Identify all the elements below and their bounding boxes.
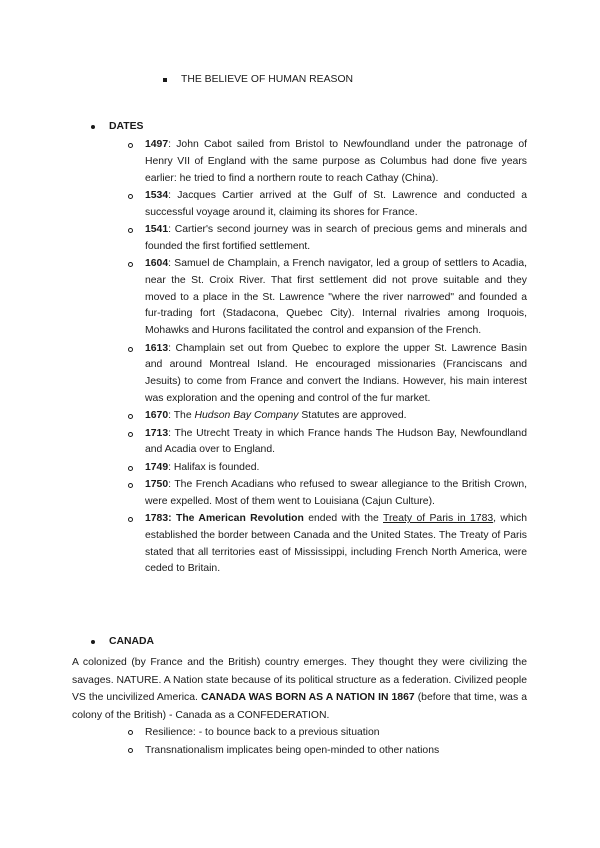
date-year: 1534 xyxy=(145,189,169,201)
date-item-1604 xyxy=(128,256,527,340)
canada-heading xyxy=(91,636,154,647)
dates-heading-text: DATES xyxy=(109,121,144,132)
canada-paragraph xyxy=(72,654,527,724)
canada-sub-list xyxy=(128,724,527,759)
company-name: Hudson Bay Company xyxy=(194,410,299,422)
hollow-bullet-icon xyxy=(128,143,133,148)
dates-list xyxy=(128,137,527,579)
date-text: : The xyxy=(168,410,195,422)
top-bullet-text: THE BELIEVE OF HUMAN REASON xyxy=(181,74,354,85)
hollow-bullet-icon xyxy=(128,517,133,522)
date-text: : Halifax is founded. xyxy=(168,461,260,473)
hollow-bullet-icon xyxy=(128,466,133,471)
date-year: 1670 xyxy=(145,410,169,422)
date-year: 1749 xyxy=(145,461,169,473)
hollow-bullet-icon xyxy=(128,347,133,352)
date-text: : The French Acadians who refused to swear allegiance to the British Crown, were expelled. Most of them went to Louisiana (Cajun Culture). xyxy=(145,478,527,507)
sub-item-transnationalism xyxy=(128,742,527,760)
hollow-bullet-icon xyxy=(128,414,133,419)
canada-text-bold: CANADA WAS BORN AS A NATION IN 1867 xyxy=(200,692,415,704)
date-item-1613 xyxy=(128,341,527,408)
top-bullet-item xyxy=(163,74,353,85)
date-item-1497 xyxy=(128,137,527,187)
date-year: 1604 xyxy=(145,258,169,270)
square-bullet-icon xyxy=(163,78,167,82)
date-year: 1497 xyxy=(145,139,169,150)
date-item-1670 xyxy=(128,408,527,425)
date-year: 1613 xyxy=(145,342,169,354)
canada-text-pre: A colonized (by France and the British) country emerges. They thought they were civilizing the savages. NATURE. A Nation state because of its political structure as a federation. Civilized people VS the uncivilized America. xyxy=(72,657,527,704)
date-text: : John Cabot sailed from Bristol to Newfoundland under the patronage of Henry VII of England with the same purpose as Columbus had done five years earlier: he tried to find a northern route to reach Cathay (China). xyxy=(145,139,527,184)
sub-item-text: Transnationalism implicates being open-minded to other nations xyxy=(145,744,440,756)
hollow-bullet-icon xyxy=(128,228,133,233)
date-text: : Cartier's second journey was in search of precious gems and minerals and founded the first fortified settlement. xyxy=(145,223,527,252)
date-text: : Champlain set out from Quebec to explore the upper St. Lawrence Basin and around Montreal Island. He encouraged missionaries (Franciscans and Jesuits) to come from France and convert the Indians. However, his main interest was exploration and the opening and control of the fur market. xyxy=(145,342,527,404)
date-item-1750 xyxy=(128,477,527,511)
date-text: , which established the border between Canada and the United States. The Treaty of Paris stated that all territories east of Mississippi, including French North America, were ceded to Britain. xyxy=(145,513,527,575)
date-item-1749 xyxy=(128,460,527,477)
canada-text-post: (before that time, was a colony of the British) - Canada as a CONFEDERATION. xyxy=(72,692,527,721)
filled-bullet-icon xyxy=(91,640,95,644)
date-item-1713 xyxy=(128,426,527,460)
hollow-bullet-icon xyxy=(128,194,133,199)
hollow-bullet-icon xyxy=(128,730,133,735)
hollow-bullet-icon xyxy=(128,748,133,753)
date-item-1783 xyxy=(128,511,527,578)
event-name: : The American Revolution xyxy=(168,513,304,525)
canada-heading-text: CANADA xyxy=(109,636,155,647)
sub-item-text: Resilience: - to bounce back to a previous situation xyxy=(145,727,380,738)
date-year: 1541 xyxy=(145,223,169,235)
date-text: : The Utrecht Treaty in which France hands The Hudson Bay, Newfoundland and Acadia over to England. xyxy=(145,427,527,456)
hollow-bullet-icon xyxy=(128,483,133,488)
date-text: ended with the xyxy=(303,513,384,525)
treaty-link-text: Treaty of Paris in 1783 xyxy=(383,513,494,525)
date-text: : Samuel de Champlain, a French navigator, led a group of settlers to Acadia, near the St. Croix River. That first settlement did not prove suitable and they moved to a place in the St. Lawrence "where the river narrowed" and founded a fur-trading fort (Stadacona, Quebec City). Internal rivalries among Iroquois, Mohawks and Hurons facilitated the control and expansion of the French. xyxy=(145,258,527,337)
date-year: 1783 xyxy=(145,513,169,525)
filled-bullet-icon xyxy=(91,125,95,129)
hollow-bullet-icon xyxy=(128,262,133,267)
date-year: 1750 xyxy=(145,478,169,490)
hollow-bullet-icon xyxy=(128,432,133,437)
date-text: Statutes are approved. xyxy=(298,410,407,422)
sub-item-resilience xyxy=(128,724,527,742)
date-text: : Jacques Cartier arrived at the Gulf of St. Lawrence and conducted a successful voyage around it, claiming its shores for France. xyxy=(145,189,527,218)
date-year: 1713 xyxy=(145,427,169,439)
date-item-1534 xyxy=(128,188,527,222)
date-item-1541 xyxy=(128,222,527,256)
dates-heading xyxy=(91,121,143,132)
